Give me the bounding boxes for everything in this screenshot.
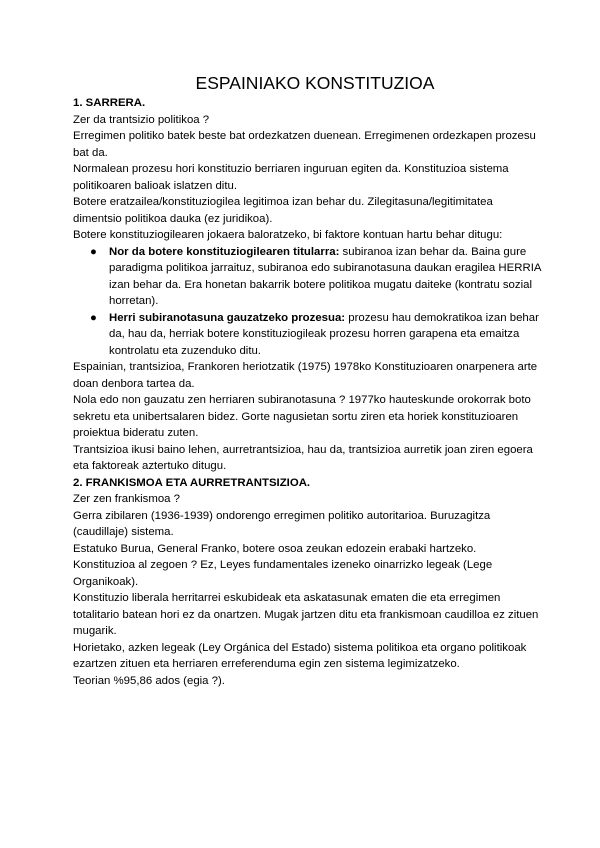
list-item-text: prozesu hau demokratikoa izan behar da, hau da, herriak botere konstituziogileak prozesu horren garapena eta emaitza kontrolatu eta zuzenduko ditu. [109, 311, 539, 357]
section-2-heading: 2. FRANKISMOA ETA AURRETRANTSIZIOA. [73, 476, 311, 489]
paragraph: Zer zen frankismoa ? [73, 493, 180, 505]
list-item [73, 310, 543, 360]
paragraph: Konstituzioa al zegoen ? Ez, Leyes fundamentales izeneko oinarrizko legeak (Lege Organikoak). [73, 559, 493, 588]
document-title: ESPAINIAKO KONSTITUZIOA [195, 73, 435, 93]
paragraph: Estatuko Burua, General Franko, botere osoa zeukan edozein erabaki hartzeko. [73, 542, 477, 555]
paragraph: Espainian, trantsizioa, Frankoren heriotzatik (1975) 1978ko Konstituzioaren onarpenera arte doan denbora tartea da. [73, 361, 538, 390]
paragraph: Trantsizioa ikusi baino lehen, aurretrantsizioa, hau da, trantsizioa aurretik joan ziren egoera eta faktoreak aztertuko ditugu. [73, 443, 533, 472]
paragraph: Zer da trantsizio politikoa ? [73, 113, 210, 126]
paragraph: Gerra zibilaren (1936-1939) ondorengo erregimen politiko autoritarioa. Buruzagitza (caudillaje) sistema. [73, 509, 491, 538]
section-1-heading: 1. SARRERA. [73, 97, 146, 109]
bullet-icon: ● [90, 245, 97, 258]
paragraph: Teorian %95,86 ados (egia ?). [73, 674, 225, 687]
paragraph: Botere konstituziogilearen jokaera baloratzeko, bi faktore kontuan hartu behar ditugu: [73, 229, 503, 241]
list-item-text: subiranoa izan behar da. Baina gure paradigma politikoa jarraituz, subiranoa edo subiranotasuna daukan eragilea HERRIA izan behar da. Era honetan bakarrik botere politikoa mugatu daiteke (kontratu sozial horretan). [109, 245, 541, 307]
list-item-lead: Nor da botere konstituziogilearen titularra: [109, 245, 340, 258]
paragraph: Erregimen politiko batek beste bat ordezkatzen duenean. Erregimenen ordezkapen prozesu bat da. [73, 130, 536, 159]
list-item [73, 244, 543, 310]
paragraph: Nola edo non gauzatu zen herriaren subiranotasuna ? 1977ko hauteskunde orokorrak boto sekretu eta unibertsalaren bidez. Gorte nagusietan sortu ziren eta horiek konstituzioaren proiektua bideratu zuten. [73, 394, 531, 439]
document-page [73, 72, 543, 689]
paragraph: Horietako, azken legeak (Ley Orgánica del Estado) sistema politikoa eta organo politikoak ezartzen zituen eta herriaren erreferenduma egin zen sistema legimizatzeko. [73, 641, 527, 670]
paragraph: Botere eratzailea/konstituziogilea legitimoa izan behar du. Zilegitasuna/legitimitatea dimentsio politikoa dauka (ez juridikoa). [73, 196, 493, 225]
paragraph: Normalean prozesu hori konstituzio berriaren inguruan egiten da. Konstituzioa sistema politikoaren balioak islatzen ditu. [73, 163, 509, 192]
paragraph: Konstituzio liberala herritarrei eskubideak eta askatasunak ematen die eta erregimen totalitario batean hori ez da onartzen. Mugak jartzen ditu eta frankismoan caudilloa ez zituen mugarik. [73, 592, 539, 637]
list-item-lead: Herri subiranotasuna gauzatzeko prozesua: [109, 311, 346, 324]
bullet-list [73, 244, 543, 360]
bullet-icon: ● [90, 311, 97, 324]
